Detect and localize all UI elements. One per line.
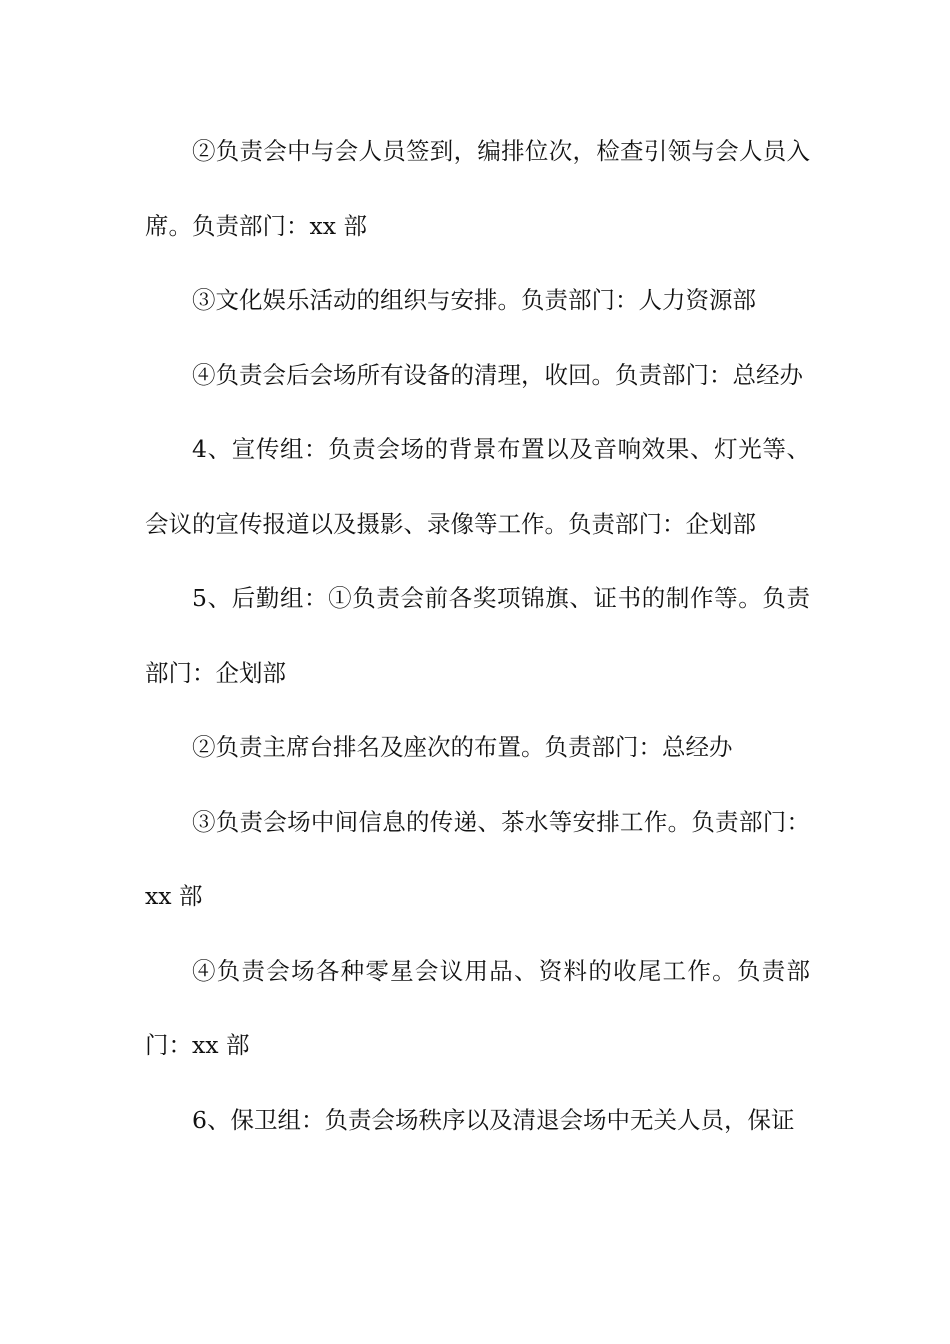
paragraph-security-group: 6、保卫组：负责会场秩序以及清退会场中无关人员，保证: [192, 1105, 795, 1134]
paragraph-registration: ②负责会中与会人员签到，编排位次，检查引领与会人员入席。负责部门：xx 部: [145, 137, 810, 240]
paragraph-equipment-cleanup: ④负责会后会场所有设备的清理，收回。负责部门：总经办: [192, 360, 803, 389]
paragraph-supplies-wrapup: ④负责会场各种零星会议用品、资料的收尾工作。负责部门：xx 部: [145, 956, 810, 1059]
paragraph-information-relay: ③负责会场中间信息的传递、茶水等安排工作。负责部门：xx 部: [145, 807, 810, 910]
paragraph-entertainment: ③文化娱乐活动的组织与安排。负责部门：人力资源部: [192, 286, 756, 314]
paragraph-logistics-group: 5、后勤组：①负责会前各奖项锦旗、证书的制作等。负责部门：企划部: [145, 584, 810, 687]
paragraph-seating: ②负责主席台排名及座次的布置。负责部门：总经办: [192, 733, 733, 761]
document-body: [145, 114, 810, 1157]
paragraph-publicity-group: 4、宣传组：负责会场的背景布置以及音响效果、灯光等、会议的宣传报道以及摄影、录像等工作。负责部门：企划部: [145, 435, 810, 538]
